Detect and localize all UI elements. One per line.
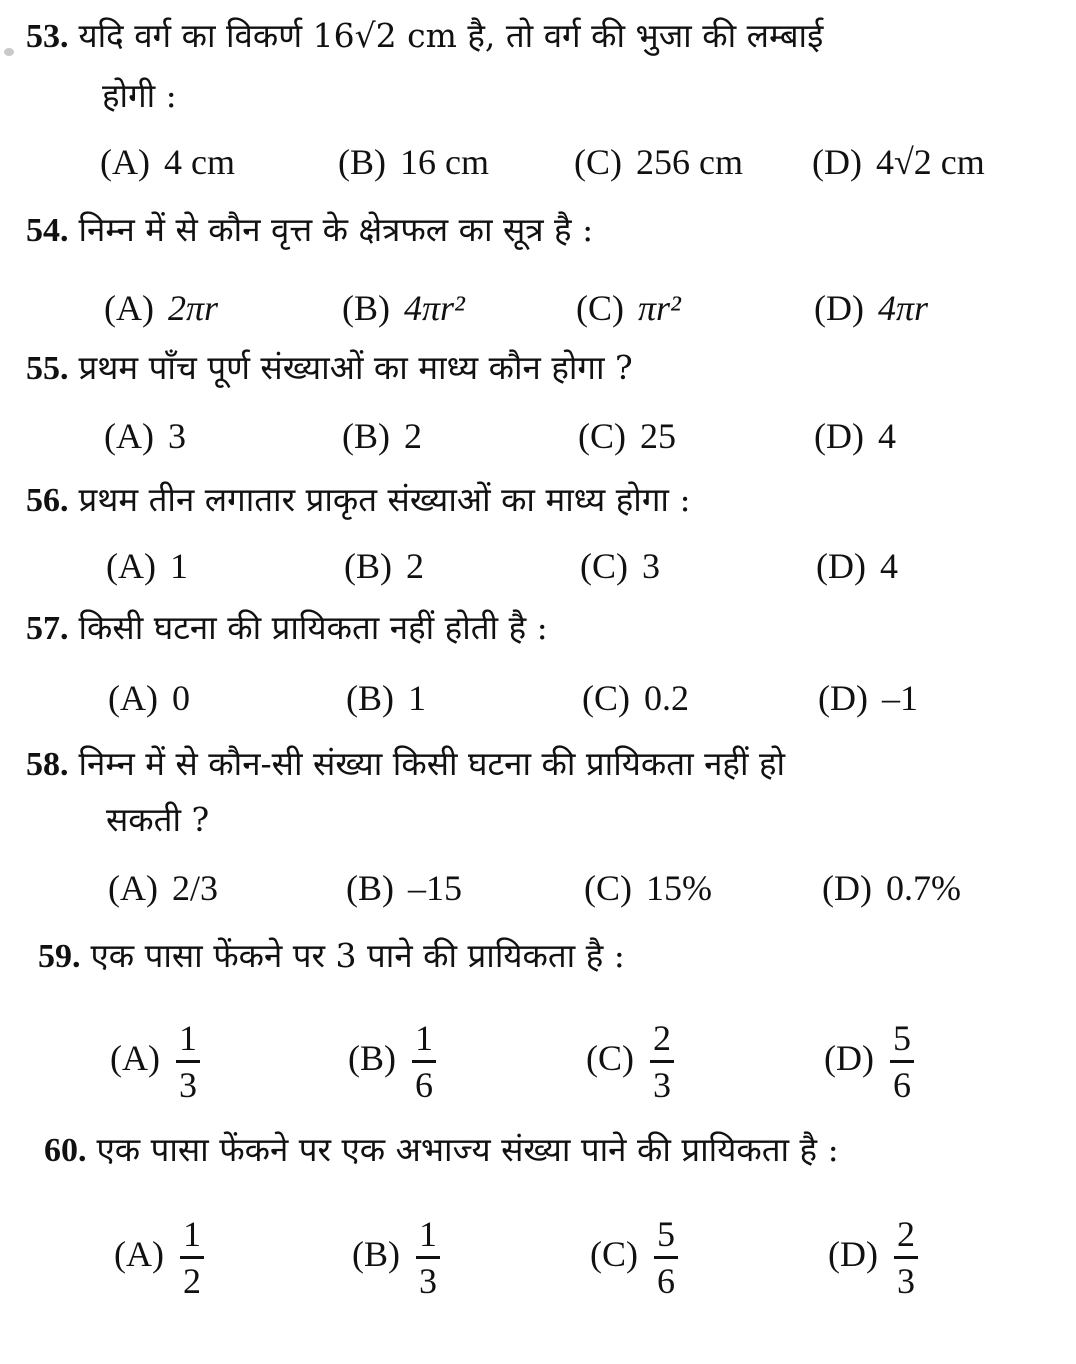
option-label: (D) bbox=[822, 868, 872, 908]
option-b[interactable] bbox=[338, 140, 489, 184]
option-c[interactable] bbox=[576, 286, 681, 330]
option-label: (A) bbox=[110, 1038, 160, 1078]
option-d[interactable] bbox=[812, 140, 985, 184]
question-57 bbox=[26, 608, 548, 649]
option-c[interactable] bbox=[586, 1008, 674, 1108]
option-value: –15 bbox=[408, 868, 462, 908]
option-label: (D) bbox=[814, 416, 864, 456]
question-55 bbox=[26, 348, 633, 389]
option-c[interactable] bbox=[590, 1204, 678, 1304]
option-a[interactable] bbox=[108, 676, 190, 720]
numerator: 1 bbox=[178, 1018, 197, 1059]
fraction bbox=[412, 1018, 436, 1106]
fraction-bar bbox=[654, 1256, 678, 1259]
option-label: (C) bbox=[584, 868, 632, 908]
option-value: πr² bbox=[638, 288, 681, 328]
option-c[interactable] bbox=[580, 544, 660, 588]
option-b[interactable] bbox=[348, 1008, 436, 1108]
question-number: 58. bbox=[26, 746, 69, 783]
option-label: (B) bbox=[346, 868, 394, 908]
denominator: 6 bbox=[415, 1065, 433, 1106]
option-b[interactable] bbox=[342, 414, 422, 458]
option-c[interactable] bbox=[584, 866, 712, 910]
fraction-bar bbox=[412, 1060, 436, 1063]
fraction-bar bbox=[176, 1060, 200, 1063]
question-text: प्रथम तीन लगातार प्राकृत संख्याओं का माध्य होगा : bbox=[78, 480, 691, 519]
denominator: 2 bbox=[182, 1261, 201, 1302]
question-number: 54. bbox=[26, 212, 69, 249]
question-text-continued: सकती ? bbox=[106, 800, 210, 839]
option-label: (B) bbox=[342, 288, 390, 328]
option-label: (A) bbox=[104, 288, 154, 328]
option-label: (A) bbox=[108, 868, 158, 908]
question-text: प्रथम पाँच पूर्ण संख्याओं का माध्य कौन होगा ? bbox=[78, 348, 633, 387]
option-label: (C) bbox=[586, 1038, 634, 1078]
fraction bbox=[650, 1018, 674, 1106]
option-a[interactable] bbox=[104, 286, 218, 330]
question-text-continued: होगी : bbox=[102, 76, 177, 115]
question-53 bbox=[26, 16, 823, 57]
option-d[interactable] bbox=[822, 866, 961, 910]
numerator: 5 bbox=[657, 1214, 675, 1255]
question-number: 56. bbox=[26, 482, 69, 519]
option-b[interactable] bbox=[352, 1204, 440, 1304]
fraction bbox=[654, 1214, 678, 1302]
option-label: (A) bbox=[114, 1234, 164, 1274]
option-value: 4πr² bbox=[404, 288, 465, 328]
option-label: (C) bbox=[590, 1234, 638, 1274]
option-c[interactable] bbox=[582, 676, 689, 720]
denominator: 3 bbox=[178, 1065, 197, 1106]
option-value: –1 bbox=[881, 678, 918, 718]
option-a[interactable] bbox=[104, 414, 186, 458]
option-label: (D) bbox=[824, 1038, 874, 1078]
option-value: 0.2 bbox=[644, 678, 689, 718]
option-value: 4πr bbox=[877, 288, 929, 328]
option-label: (C) bbox=[574, 142, 622, 182]
question-number: 57. bbox=[26, 610, 69, 647]
option-value: 2 bbox=[404, 416, 422, 456]
option-label: (B) bbox=[352, 1234, 400, 1274]
option-value: 4 bbox=[879, 546, 898, 586]
option-label: (B) bbox=[338, 142, 386, 182]
option-c[interactable] bbox=[578, 414, 676, 458]
option-label: (A) bbox=[108, 678, 158, 718]
question-text: यदि वर्ग का विकर्ण 16√2 cm है, तो वर्ग की भुजा की लम्बाई bbox=[78, 16, 824, 55]
option-label: (D) bbox=[818, 678, 868, 718]
option-value: 1 bbox=[408, 678, 426, 718]
option-b[interactable] bbox=[346, 676, 426, 720]
question-text: एक पासा फेंकने पर एक अभाज्य संख्या पाने की प्रायिकता है : bbox=[96, 1130, 839, 1169]
option-label: (C) bbox=[580, 546, 628, 586]
option-value: 4√2 cm bbox=[875, 142, 985, 182]
option-value: 4 bbox=[877, 416, 896, 456]
option-d[interactable] bbox=[816, 544, 898, 588]
option-label: (D) bbox=[816, 546, 866, 586]
question-number: 59. bbox=[38, 938, 81, 975]
question-text: निम्न में से कौन-सी संख्या किसी घटना की प्रायिकता नहीं हो bbox=[78, 744, 786, 783]
option-label: (A) bbox=[106, 546, 156, 586]
question-56 bbox=[26, 480, 691, 521]
option-value: 3 bbox=[167, 416, 186, 456]
fraction bbox=[894, 1214, 918, 1302]
option-a[interactable] bbox=[106, 544, 188, 588]
numerator: 2 bbox=[653, 1018, 671, 1059]
option-label: (A) bbox=[104, 416, 154, 456]
question-number: 55. bbox=[26, 350, 69, 387]
fraction-bar bbox=[894, 1256, 918, 1259]
question-60 bbox=[44, 1130, 839, 1171]
option-label: (B) bbox=[346, 678, 394, 718]
fraction bbox=[890, 1018, 914, 1106]
question-58 bbox=[26, 744, 785, 785]
option-value: 1 bbox=[169, 546, 188, 586]
fraction-bar bbox=[650, 1060, 674, 1063]
option-d[interactable] bbox=[828, 1204, 918, 1304]
option-label: (B) bbox=[348, 1038, 396, 1078]
question-text: एक पासा फेंकने पर 3 पाने की प्रायिकता है : bbox=[90, 936, 625, 975]
numerator: 1 bbox=[415, 1018, 433, 1059]
option-value: 256 cm bbox=[636, 142, 743, 182]
fraction-bar bbox=[890, 1060, 914, 1063]
question-text: निम्न में से कौन वृत्त के क्षेत्रफल का सूत्र है : bbox=[78, 210, 594, 249]
fraction-bar bbox=[416, 1256, 440, 1259]
question-number: 60. bbox=[44, 1132, 87, 1169]
option-label: (B) bbox=[344, 546, 392, 586]
option-label: (C) bbox=[576, 288, 624, 328]
denominator: 3 bbox=[653, 1065, 671, 1106]
question-54 bbox=[26, 210, 593, 251]
denominator: 3 bbox=[419, 1261, 437, 1302]
option-d[interactable] bbox=[824, 1008, 914, 1108]
option-a[interactable] bbox=[110, 1008, 200, 1108]
numerator: 1 bbox=[182, 1214, 201, 1255]
question-number: 53. bbox=[26, 18, 69, 55]
denominator: 6 bbox=[657, 1261, 675, 1302]
option-label: (D) bbox=[812, 142, 862, 182]
option-a[interactable] bbox=[114, 1204, 204, 1304]
option-value: 2/3 bbox=[171, 868, 218, 908]
option-b[interactable] bbox=[344, 544, 424, 588]
option-value: 4 cm bbox=[163, 142, 235, 182]
fraction bbox=[416, 1214, 440, 1302]
numerator: 5 bbox=[892, 1018, 911, 1059]
option-b[interactable] bbox=[342, 286, 465, 330]
option-label: (C) bbox=[578, 416, 626, 456]
question-text: किसी घटना की प्रायिकता नहीं होती है : bbox=[78, 608, 548, 647]
option-value: 15% bbox=[646, 868, 712, 908]
numerator: 1 bbox=[419, 1214, 437, 1255]
option-value: 2πr bbox=[167, 288, 219, 328]
scan-mark bbox=[4, 48, 14, 56]
option-value: 0 bbox=[171, 678, 190, 718]
option-d[interactable] bbox=[814, 286, 928, 330]
option-value: 2 bbox=[406, 546, 424, 586]
option-d[interactable] bbox=[814, 414, 896, 458]
option-value: 3 bbox=[642, 546, 660, 586]
option-value: 0.7% bbox=[885, 868, 961, 908]
option-value: 25 bbox=[640, 416, 676, 456]
option-a[interactable] bbox=[100, 140, 235, 184]
question-59 bbox=[38, 936, 625, 977]
option-c[interactable] bbox=[574, 140, 743, 184]
denominator: 6 bbox=[892, 1065, 911, 1106]
option-label: (B) bbox=[342, 416, 390, 456]
option-label: (D) bbox=[814, 288, 864, 328]
option-value: 16 cm bbox=[400, 142, 489, 182]
option-label: (A) bbox=[100, 142, 150, 182]
option-label: (D) bbox=[828, 1234, 878, 1274]
option-d[interactable] bbox=[818, 676, 918, 720]
denominator: 3 bbox=[896, 1261, 915, 1302]
fraction bbox=[176, 1018, 200, 1106]
numerator: 2 bbox=[896, 1214, 915, 1255]
fraction bbox=[180, 1214, 204, 1302]
option-label: (C) bbox=[582, 678, 630, 718]
option-a[interactable] bbox=[108, 866, 218, 910]
option-b[interactable] bbox=[346, 866, 462, 910]
fraction-bar bbox=[180, 1256, 204, 1259]
